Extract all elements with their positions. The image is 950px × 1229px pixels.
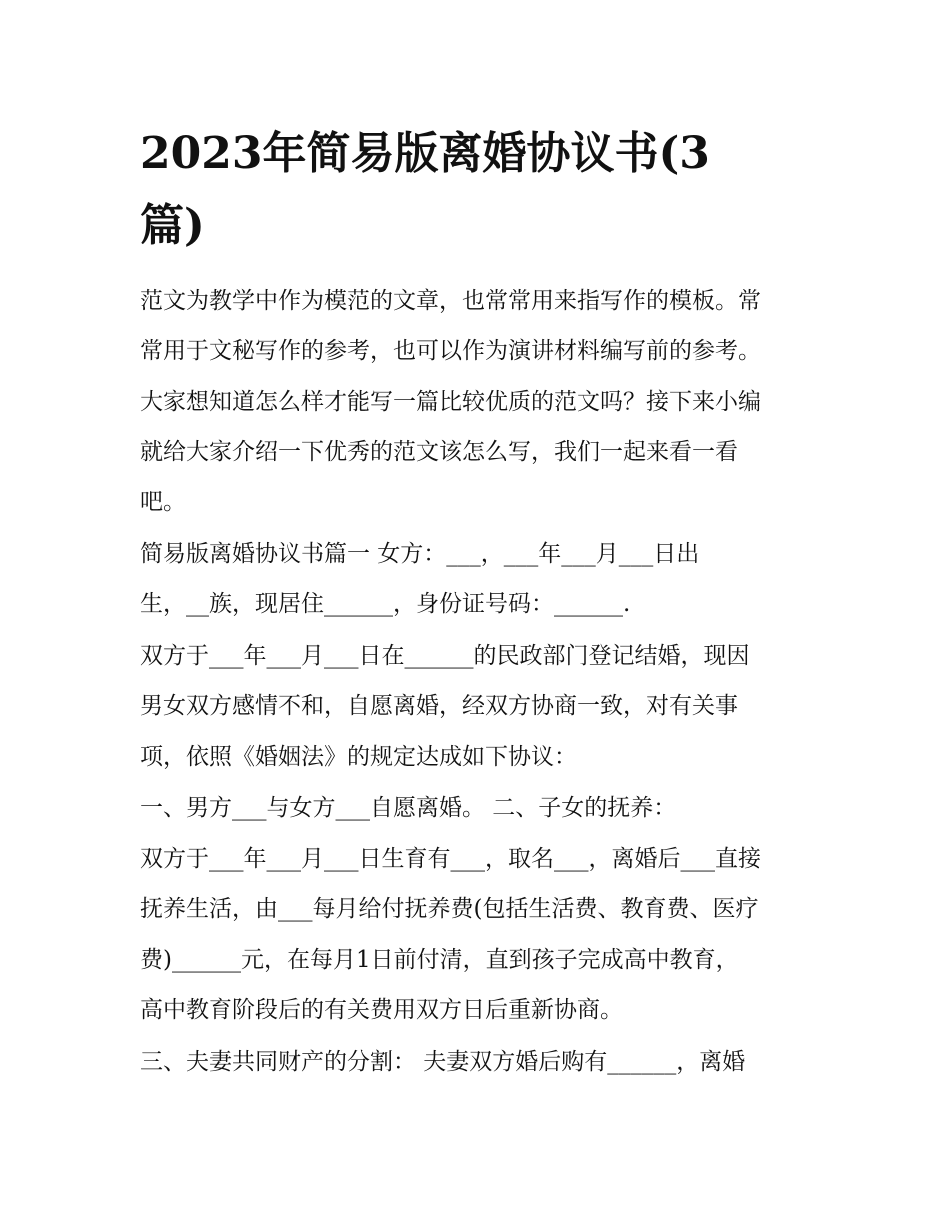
paragraph-line: 项，依照《婚姻法》的规定达成如下协议：	[140, 744, 577, 770]
paragraph-line: 三、夫妻共同财产的分割： 夫妻双方婚后购有______，离婚	[140, 1049, 746, 1075]
paragraph-line: 范文为教学中作为模范的文章，也常常用来指写作的模板。常	[140, 288, 761, 314]
paragraph-line: 费)______元，在每月1日前付清，直到孩子完成高中教育，	[140, 947, 739, 973]
paragraph-line: 抚养生活，由___每月给付抚养费(包括生活费、教育费、医疗	[140, 896, 759, 922]
title-line-1: 2023年简易版离婚协议书(3	[140, 128, 710, 179]
paragraph-line: 就给大家介绍一下优秀的范文该怎么写，我们一起来看一看	[140, 439, 738, 465]
paragraph-line: 双方于___年___月___日在______的民政部门登记结婚，现因	[140, 643, 750, 669]
paragraph-line: 吧。	[140, 489, 186, 515]
paragraph-line: 大家想知道怎么样才能写一篇比较优质的范文吗？接下来小编	[140, 389, 761, 415]
paragraph-line: 一、男方___与女方___自愿离婚。 二、子女的抚养：	[140, 795, 677, 821]
paragraph-line: 高中教育阶段后的有关费用双方日后重新协商。	[140, 997, 623, 1023]
paragraph-line: 双方于___年___月___日生育有___，取名___，离婚后___直接	[140, 846, 761, 872]
paragraph-line: 常用于文秘写作的参考，也可以作为演讲材料编写前的参考。	[140, 338, 761, 364]
document-title	[140, 118, 820, 262]
paragraph-line: 生，__族，现居住______，身份证号码：______.	[140, 591, 631, 617]
paragraph-line: 男女双方感情不和，自愿离婚，经双方协商一致，对有关事	[140, 693, 738, 719]
paragraph-line: 简易版离婚协议书篇一 女方：___，___年___月___日出	[140, 541, 700, 567]
title-line-2: 篇)	[140, 200, 205, 251]
